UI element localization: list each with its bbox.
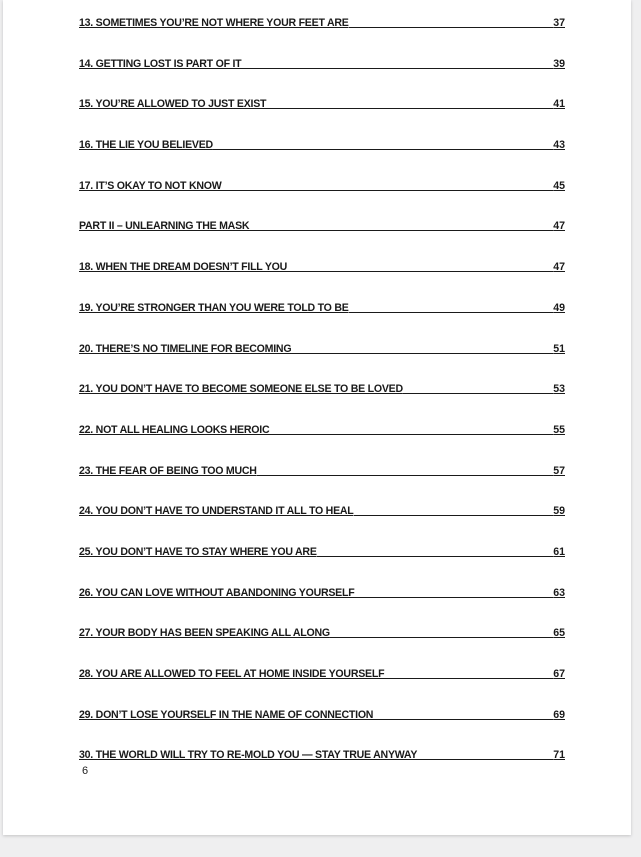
toc-entry-title[interactable]: 19. YOU’RE STRONGER THAN YOU WERE TOLD TO BE [79,301,349,314]
toc-entry-title[interactable]: 23. THE FEAR OF BEING TOO MUCH [79,464,257,477]
toc-entry-leader [349,26,554,28]
toc-entry-leader [287,270,553,272]
toc-entry-leader [221,189,553,191]
toc-entry-page[interactable]: 49 [553,301,565,314]
toc-entry[interactable] [79,355,565,396]
toc-entry-page[interactable]: 51 [553,342,565,355]
toc-entry-leader [373,718,553,720]
toc-entry-title[interactable]: 17. IT’S OKAY TO NOT KNOW [79,179,222,192]
toc-entry-leader [354,514,554,516]
toc-entry-leader [291,352,553,354]
toc-entry[interactable] [79,517,565,558]
toc-entry[interactable] [79,558,565,599]
toc-entry-page[interactable]: 37 [553,17,565,29]
toc-entry-leader [249,229,553,231]
toc-entry-leader [241,67,553,69]
toc-entry[interactable] [79,192,565,233]
toc-entry[interactable] [79,70,565,111]
toc-entry[interactable] [79,395,565,436]
toc-entry[interactable] [79,8,565,29]
toc-entry-title[interactable]: 28. YOU ARE ALLOWED TO FEEL AT HOME INSIDE YOURSELF [79,668,385,680]
toc-entry-page[interactable]: 65 [553,627,565,640]
toc-entry[interactable] [79,273,565,314]
toc-entry[interactable] [79,151,565,192]
toc-entry-leader [417,758,553,760]
document-page [3,0,631,835]
toc-entry-title[interactable]: 27. YOUR BODY HAS BEEN SPEAKING ALL ALONG [79,627,330,640]
toc-entry-page[interactable]: 69 [553,708,565,721]
toc-entry-page[interactable]: 53 [553,383,565,396]
toc-entry-page[interactable]: 63 [553,586,565,599]
toc-entry-title[interactable]: 18. WHEN THE DREAM DOESN’T FILL YOU [79,261,288,274]
toc-entry-title[interactable]: 13. SOMETIMES YOU’RE NOT WHERE YOUR FEET ARE [79,17,349,29]
toc-entry[interactable] [79,436,565,477]
toc-entry-page[interactable]: 57 [553,464,565,477]
toc-entry-leader [349,311,554,313]
toc-entry-leader [269,433,553,435]
toc-entry-page[interactable]: 47 [553,220,565,233]
toc-entry-title[interactable]: 22. NOT ALL HEALING LOOKS HEROIC [79,423,270,436]
toc-entry-title[interactable]: 20. THERE’S NO TIMELINE FOR BECOMING [79,342,292,355]
toc-entry-page[interactable]: 41 [553,98,565,111]
toc-entry[interactable] [79,680,565,721]
toc-entry-title[interactable]: 30. THE WORLD WILL TRY TO RE-MOLD YOU — STAY TRUE ANYWAY [79,749,418,762]
toc-entry-page[interactable]: 43 [553,139,565,152]
toc-entry[interactable] [79,232,565,273]
toc-entry-title[interactable]: 16. THE LIE YOU BELIEVED [79,139,213,152]
toc-entry-leader [330,636,553,638]
toc-entry-page[interactable]: 45 [553,179,565,192]
toc-entry[interactable] [79,314,565,355]
toc-entry[interactable] [79,599,565,640]
toc-entry-title[interactable]: 14. GETTING LOST IS PART OF IT [79,57,242,70]
toc-entry[interactable] [79,110,565,151]
toc-entry[interactable] [79,639,565,680]
toc-entry-leader [317,555,554,557]
toc-entry-title[interactable]: 26. YOU CAN LOVE WITHOUT ABANDONING YOURSELF [79,586,355,599]
toc-entry-title[interactable]: 29. DON’T LOSE YOURSELF IN THE NAME OF CONNECTION [79,708,374,721]
toc-entry-leader [213,148,553,150]
toc-entry-leader [354,596,553,598]
toc-entry[interactable] [79,721,565,762]
toc-entry-leader [384,677,553,679]
toc-entry-page[interactable]: 55 [553,423,565,436]
toc-entry-title[interactable]: PART II – UNLEARNING THE MASK [79,220,250,233]
toc-entry[interactable] [79,29,565,70]
page-number: 6 [82,765,89,777]
toc-entry-page[interactable]: 59 [553,505,565,518]
toc-entry-title[interactable]: 21. YOU DON’T HAVE TO BECOME SOMEONE ELSE TO BE LOVED [79,383,403,396]
toc-entry[interactable] [79,477,565,518]
toc-entry-title[interactable]: 24. YOU DON’T HAVE TO UNDERSTAND IT ALL TO HEAL [79,505,354,518]
toc-entry-page[interactable]: 67 [553,668,565,680]
toc-entry-page[interactable]: 47 [553,261,565,274]
toc-entry-page[interactable]: 39 [553,57,565,70]
toc-entry-leader [403,392,553,394]
toc-entry-title[interactable]: 15. YOU’RE ALLOWED TO JUST EXIST [79,98,267,111]
toc-entry-page[interactable]: 61 [553,545,565,558]
table-of-contents [79,8,565,761]
toc-entry-title[interactable]: 25. YOU DON’T HAVE TO STAY WHERE YOU ARE [79,545,317,558]
toc-entry-leader [266,107,553,109]
toc-entry-leader [257,474,553,476]
toc-entry-page[interactable]: 71 [553,749,565,762]
